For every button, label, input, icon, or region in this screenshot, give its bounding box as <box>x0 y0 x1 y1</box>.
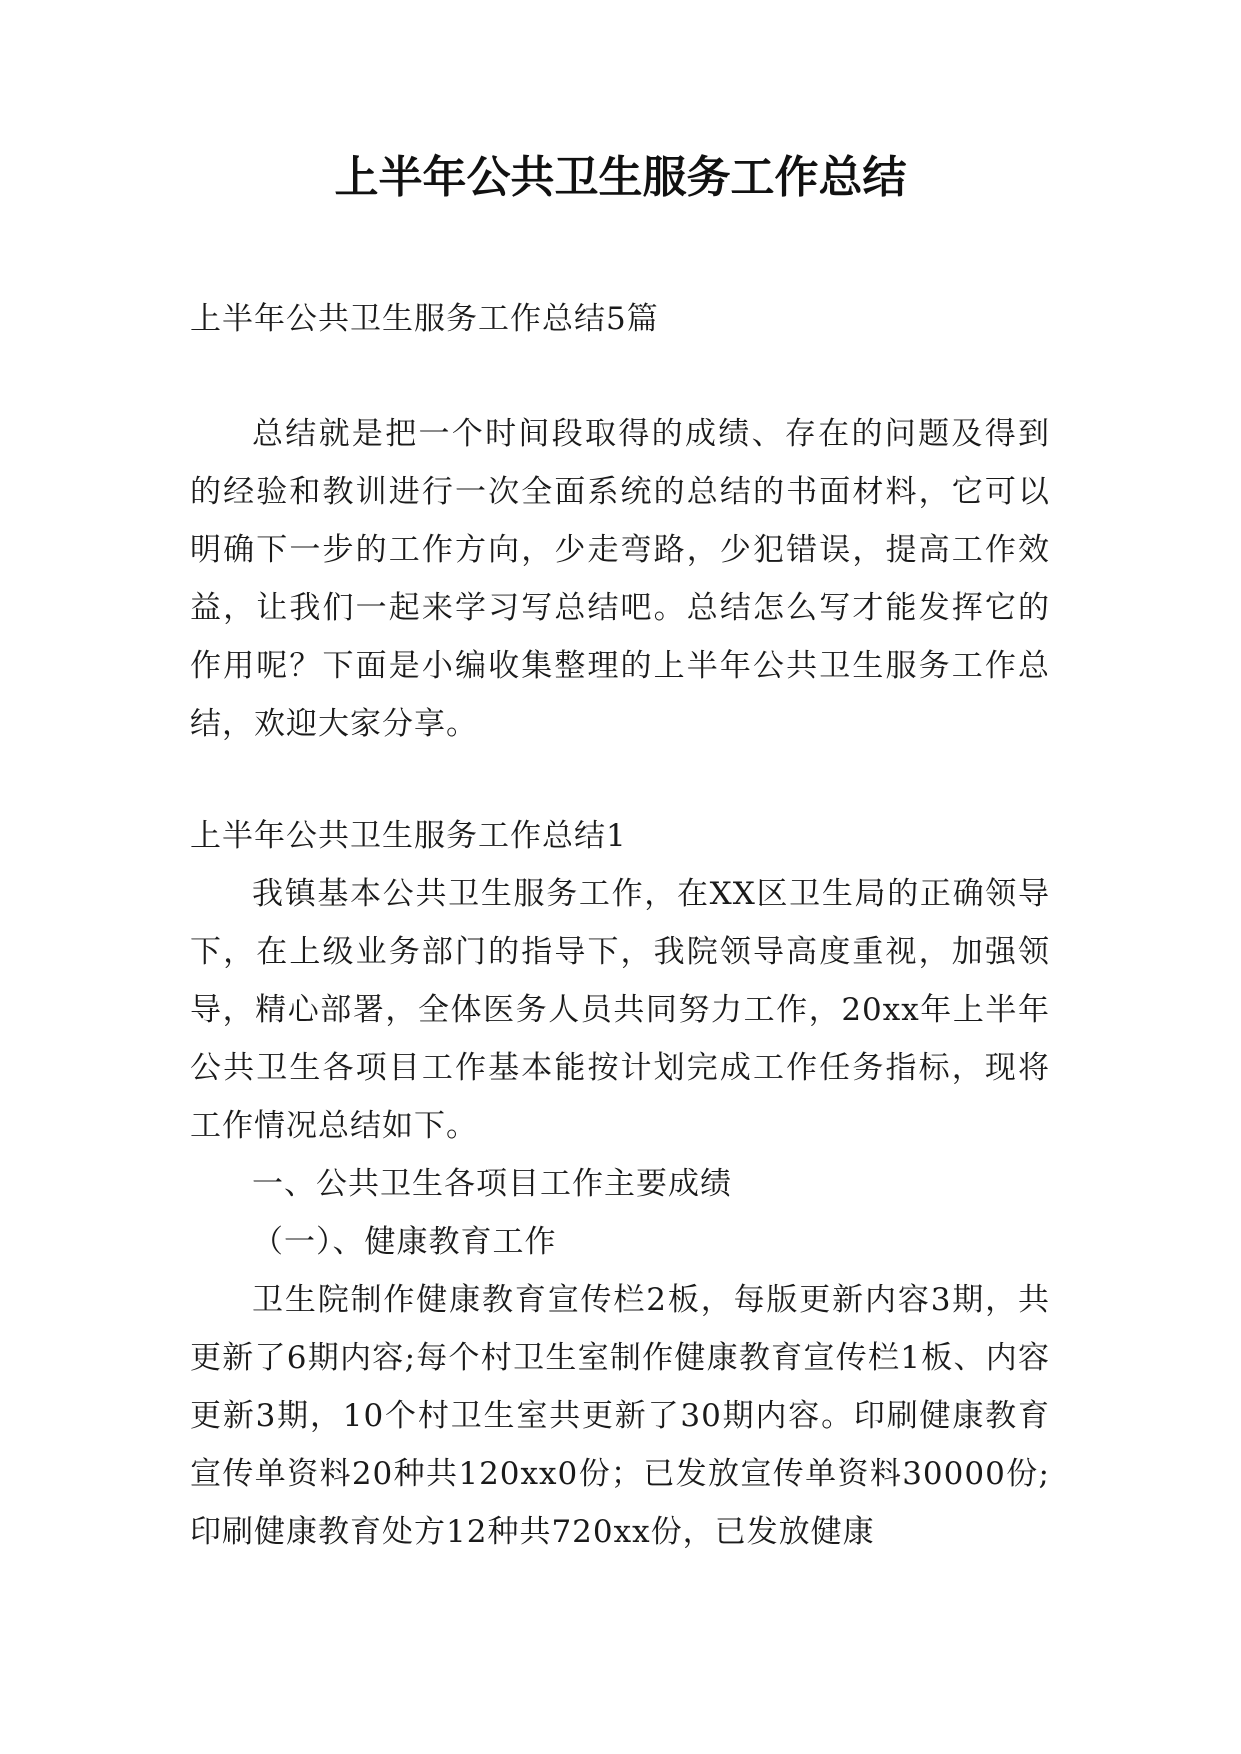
section-paragraph: 卫生院制作健康教育宣传栏2板，每版更新内容3期，共更新了6期内容;每个村卫生室制作健康教育宣传栏1板、内容更新3期，10个村卫生室共更新了30期内容。印刷健康教育宣传单资料20种共120xx0份；已发放宣传单资料30000份;印刷健康教育处方12种共720xx份，已发放健康 <box>190 1282 1050 1550</box>
section-1 <box>190 807 1050 1561</box>
subsection-heading: 一、公共卫生各项目工作主要成绩 <box>252 1166 732 1202</box>
section-paragraph: 我镇基本公共卫生服务工作，在XX区卫生局的正确领导下，在上级业务部门的指导下，我院领导高度重视，加强领导，精心部署，全体医务人员共同努力工作，20xx年上半年公共卫生各项目工作基本能按计划完成工作任务指标，现将工作情况总结如下。 <box>190 876 1050 1144</box>
subtitle-text: 上半年公共卫生服务工作总结5篇 <box>190 301 659 337</box>
document-title: 上半年公共卫生服务工作总结 <box>334 152 907 203</box>
document-subtitle <box>190 290 1050 348</box>
intro-paragraph <box>190 405 1050 753</box>
section-heading: 上半年公共卫生服务工作总结1 <box>190 818 627 854</box>
subsection-heading: （一）、健康教育工作 <box>252 1224 557 1260</box>
intro-text: 总结就是把一个时间段取得的成绩、存在的问题及得到的经验和教训进行一次全面系统的总结的书面材料，它可以明确下一步的工作方向，少走弯路，少犯错误，提高工作效益，让我们一起来学习写总结吧。总结怎么写才能发挥它的作用呢？下面是小编收集整理的上半年公共卫生服务工作总结，欢迎大家分享。 <box>190 416 1050 742</box>
